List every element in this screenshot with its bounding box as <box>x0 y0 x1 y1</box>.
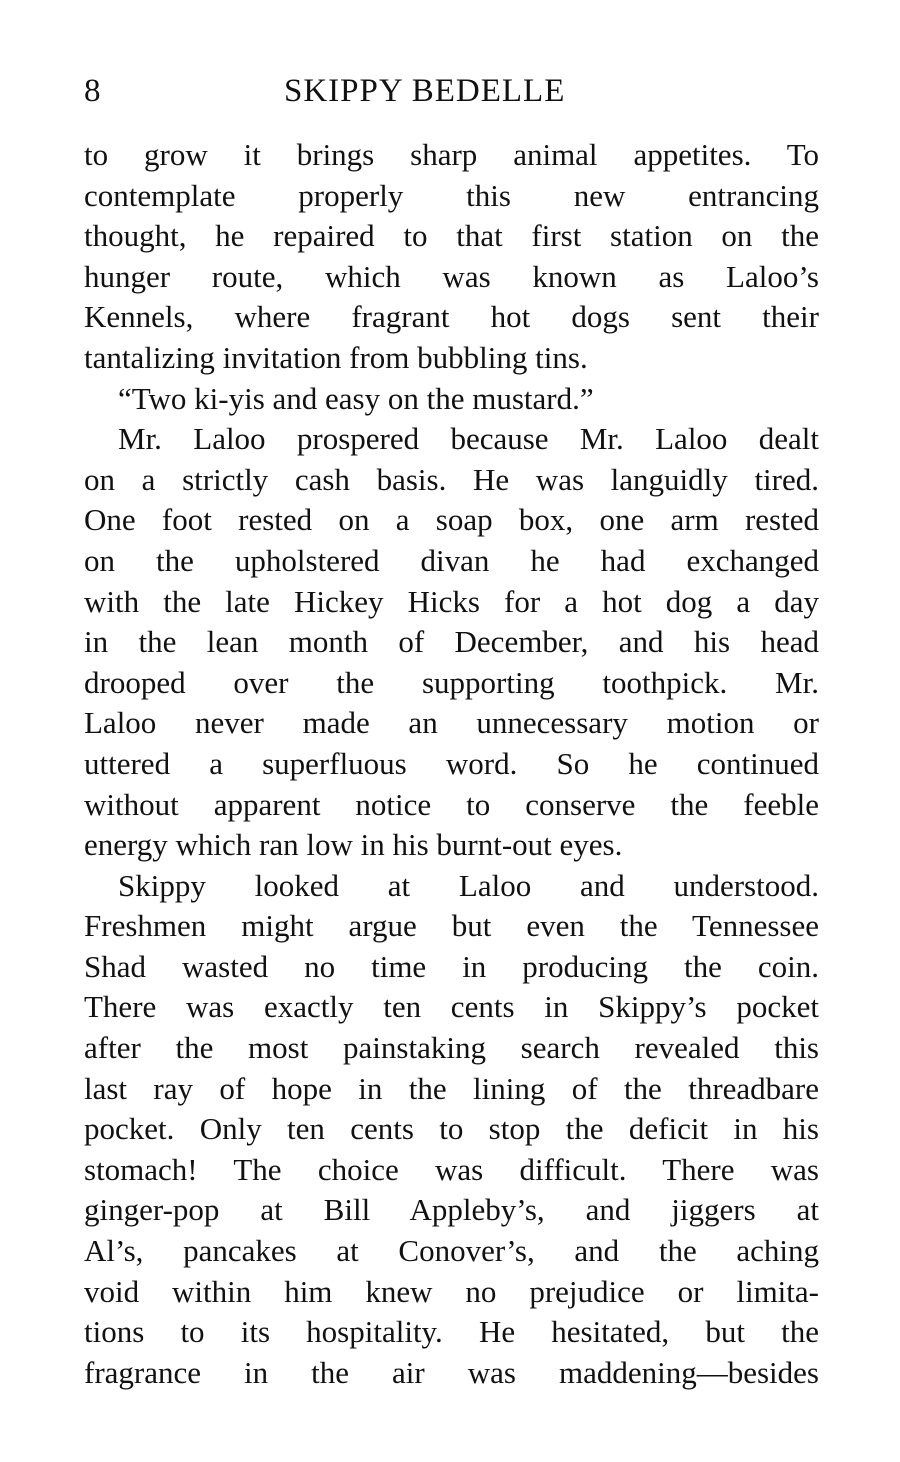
text-line: energy which ran low in his burnt-out eyes. <box>84 827 623 863</box>
text-line: One foot rested on a soap box, one arm rested <box>84 502 819 538</box>
text-line: after the most painstaking search revealed this <box>84 1030 819 1066</box>
text-line: on a strictly cash basis. He was languidly tired. <box>84 461 819 497</box>
text-line: Laloo never made an unnecessary motion or <box>84 705 819 741</box>
text-line: Mr. Laloo prospered because Mr. Laloo dealt <box>118 421 819 457</box>
text-line: with the late Hickey Hicks for a hot dog a day <box>84 583 819 619</box>
text-line: thought, he repaired to that first station on the <box>84 218 819 254</box>
text-line: hunger route, which was known as Laloo’s <box>84 258 819 294</box>
text-line: uttered a superfluous word. So he continued <box>84 745 819 781</box>
text-line: to grow it brings sharp animal appetites. To <box>84 137 819 172</box>
page-body <box>84 135 819 1393</box>
text-line: ginger-pop at Bill Appleby’s, and jiggers at <box>84 1192 819 1228</box>
running-title: SKIPPY BEDELLE <box>284 73 566 109</box>
page-header <box>84 66 819 116</box>
text-line: fragrance in the air was maddening—besides <box>84 1354 819 1390</box>
text-line: Kennels, where fragrant hot dogs sent their <box>84 299 819 335</box>
text-line: “Two ki-yis and easy on the mustard.” <box>118 380 594 416</box>
text-line: void within him knew no prejudice or limita- <box>84 1273 819 1309</box>
text-line: Shad wasted no time in producing the coin. <box>84 948 819 984</box>
text-line: on the upholstered divan he had exchanged <box>84 542 819 578</box>
text-line: tions to its hospitality. He hesitated, but the <box>84 1314 819 1350</box>
text-line: in the lean month of December, and his head <box>84 624 819 660</box>
text-line: last ray of hope in the lining of the threadbare <box>84 1070 819 1106</box>
text-line: tantalizing invitation from bubbling tins. <box>84 339 588 375</box>
text-line: Al’s, pancakes at Conover’s, and the aching <box>84 1233 819 1269</box>
text-line: There was exactly ten cents in Skippy’s pocket <box>84 989 819 1025</box>
text-line: Skippy looked at Laloo and understood. <box>118 867 819 903</box>
text-line: stomach! The choice was difficult. There was <box>84 1151 819 1187</box>
text-line: contemplate properly this new entrancing <box>84 177 819 213</box>
text-line: drooped over the supporting toothpick. Mr. <box>84 664 819 700</box>
text-line: Freshmen might argue but even the Tennessee <box>84 908 819 944</box>
text-line: without apparent notice to conserve the feeble <box>84 786 819 822</box>
page-number: 8 <box>84 73 101 109</box>
text-line: pocket. Only ten cents to stop the deficit in his <box>84 1111 819 1147</box>
